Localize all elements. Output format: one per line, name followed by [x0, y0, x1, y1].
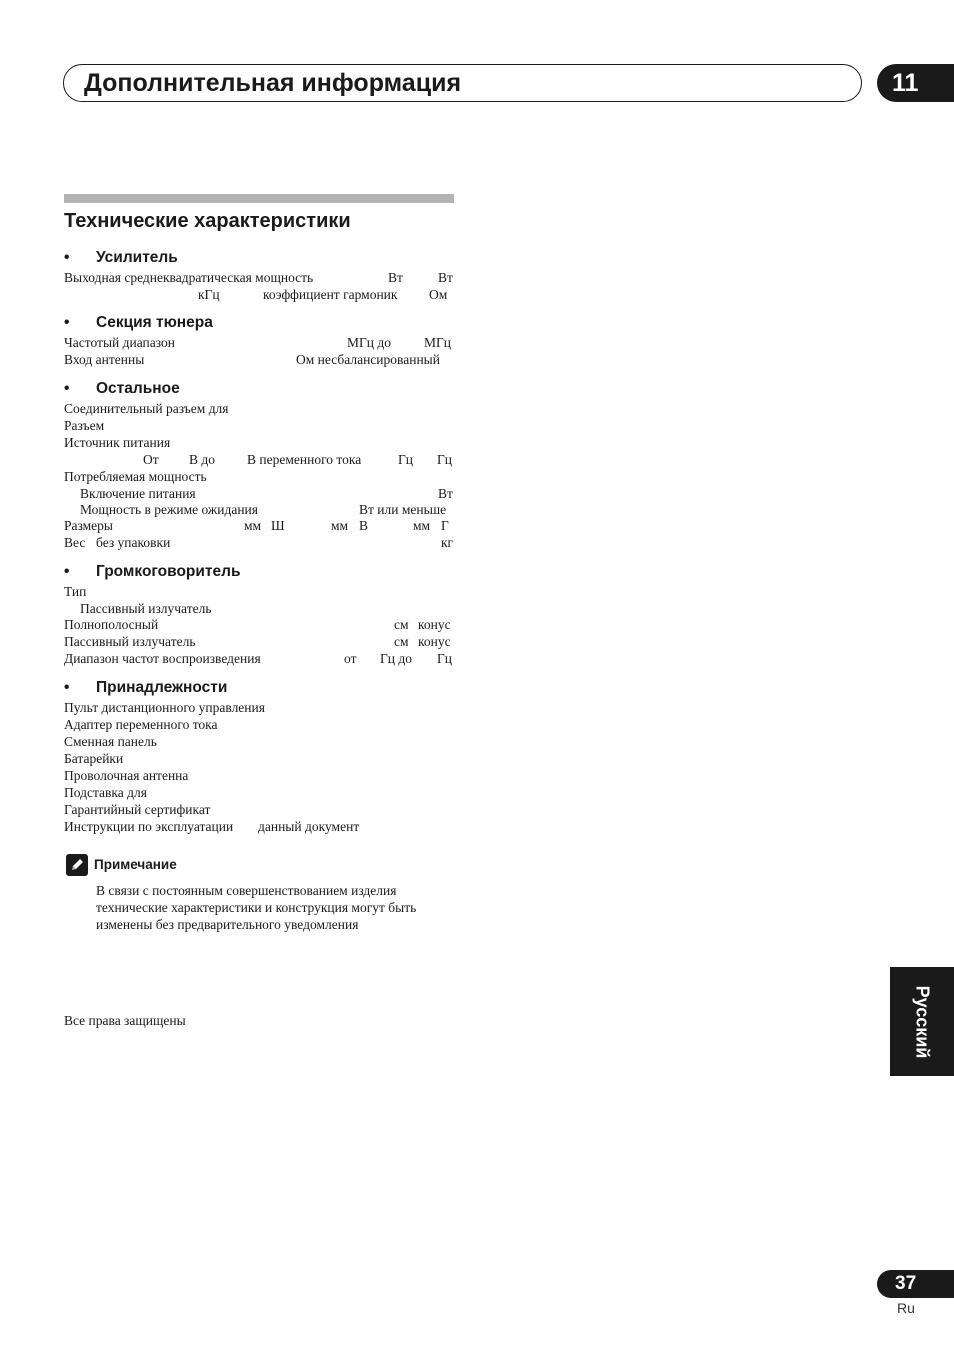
spec-text: Вт: [388, 270, 403, 285]
spec-text: Полнополосный: [64, 617, 159, 632]
spec-text: Соединительный разъем для: [64, 401, 229, 416]
spec-text: Гарантийный сертификат: [64, 802, 211, 817]
subsection-heading-tuner: [64, 313, 454, 333]
language-tab-label: Русский: [912, 985, 933, 1058]
spec-text: Проволочная антенна: [64, 768, 189, 783]
spec-text: Вес: [64, 535, 86, 550]
spec-line: [64, 286, 454, 303]
note-text: изменены без предварительного уведомления: [96, 917, 359, 932]
section-divider: [64, 194, 454, 203]
subsection-title: Усилитель: [96, 249, 178, 266]
bullet: •: [64, 380, 70, 397]
bullet: •: [64, 249, 70, 266]
spec-text: конус: [418, 634, 451, 649]
spec-text: Разъем: [64, 418, 105, 433]
spec-text: кг: [441, 535, 454, 550]
subsection-heading-accessories: [64, 678, 454, 698]
spec-text: Адаптер переменного тока: [64, 717, 218, 732]
spec-line: [64, 534, 454, 551]
subsection-title: Остальное: [96, 380, 180, 397]
note-label: Примечание: [94, 857, 177, 872]
spec-text: Частотый диапазон: [64, 335, 175, 350]
spec-line: [64, 583, 454, 600]
spec-text: Включение питания: [80, 486, 196, 501]
spec-text: Вт: [438, 486, 453, 501]
page-number: 37: [877, 1270, 954, 1298]
spec-text: От: [143, 452, 159, 467]
spec-text: Инструкции по эксплуатации: [64, 819, 234, 834]
subsection-title: Секция тюнера: [96, 314, 213, 331]
spec-line: [64, 501, 454, 518]
spec-line: [64, 468, 454, 485]
subsection-heading-amplifier: [64, 248, 454, 268]
spec-text: Размеры: [64, 518, 113, 533]
pencil-icon: [66, 854, 88, 876]
spec-text: Сменная панель: [64, 734, 157, 749]
subsection-heading-other: [64, 379, 454, 399]
spec-text: Пульт дистанционного управления: [64, 700, 265, 715]
chapter-title: Дополнительная информация: [84, 69, 462, 97]
spec-text: Ом несбалансированный: [296, 352, 440, 367]
spec-line: [64, 784, 454, 801]
spec-line: [64, 417, 454, 434]
spec-text: от: [344, 651, 357, 666]
spec-text: В до: [189, 452, 215, 467]
note-text: технические характеристики и конструкция могут быть: [96, 900, 417, 915]
spec-text: Ом: [429, 287, 448, 302]
spec-text: Гц до: [380, 651, 413, 666]
spec-text: мм: [331, 518, 349, 533]
bullet: •: [64, 679, 70, 696]
spec-text: Выходная среднеквадратическая мощность: [64, 270, 314, 285]
spec-text: Гц: [437, 452, 453, 467]
spec-text: Диапазон частот воспроизведения: [64, 651, 261, 666]
spec-text: Источник питания: [64, 435, 171, 450]
subsection-title: Громкоговоритель: [96, 563, 241, 580]
spec-text: Вт: [438, 270, 453, 285]
spec-line: [64, 818, 454, 835]
spec-text: коэффициент гармоник: [263, 287, 398, 302]
spec-text: В переменного тока: [247, 452, 362, 467]
note-text: В связи с постоянным совершенствованием изделия: [96, 883, 397, 898]
spec-text: конус: [418, 617, 451, 632]
language-side-tab: [890, 967, 954, 1076]
spec-text: данный документ: [258, 819, 360, 834]
spec-text: Потребляемая мощность: [64, 469, 207, 484]
section-title: Технические характеристики: [64, 210, 351, 232]
spec-line: [64, 801, 454, 818]
bullet: •: [64, 563, 70, 580]
spec-line: [64, 716, 454, 733]
spec-line: [64, 451, 454, 468]
spec-line: [64, 485, 454, 502]
spec-line: [64, 600, 454, 617]
spec-line: [64, 434, 454, 451]
spec-line: [64, 351, 454, 368]
spec-text: мм: [413, 518, 431, 533]
spec-text: Гц: [437, 651, 453, 666]
spec-text: Ш: [271, 518, 285, 533]
bullet: •: [64, 314, 70, 331]
spec-line: [64, 733, 454, 750]
spec-text: Пассивный излучатель: [64, 634, 196, 649]
spec-text: МГц до: [347, 335, 392, 350]
spec-line: [64, 269, 454, 286]
spec-text: МГц: [424, 335, 452, 350]
copyright-text: Все права защищены: [64, 1013, 186, 1028]
subsection-title: Принадлежности: [96, 679, 228, 696]
spec-text: Г: [441, 518, 449, 533]
spec-text: см: [394, 634, 409, 649]
spec-line: [64, 400, 454, 417]
chapter-number-badge: 11: [877, 64, 954, 102]
spec-line: [64, 517, 454, 534]
spec-text: мм: [244, 518, 262, 533]
spec-line: [64, 699, 454, 716]
spec-line: [64, 334, 454, 351]
spec-text: Вт или меньше: [359, 502, 447, 517]
spec-text: Пассивный излучатель: [80, 601, 212, 616]
spec-line: [64, 767, 454, 784]
spec-line: [64, 650, 454, 667]
spec-line: [64, 616, 454, 633]
spec-text: Вход антенны: [64, 352, 145, 367]
subsection-heading-speaker: [64, 562, 454, 582]
spec-line: [64, 750, 454, 767]
spec-text: Батарейки: [64, 751, 124, 766]
spec-text: Гц: [398, 452, 414, 467]
page-language-code: Ru: [897, 1300, 915, 1316]
spec-line: [64, 633, 454, 650]
spec-text: В: [359, 518, 369, 533]
spec-text: Мощность в режиме ожидания: [80, 502, 258, 517]
spec-text: без упаковки: [96, 535, 171, 550]
spec-text: Подставка для: [64, 785, 147, 800]
spec-text: Тип: [64, 584, 87, 599]
spec-text: кГц: [198, 287, 220, 302]
spec-text: см: [394, 617, 409, 632]
